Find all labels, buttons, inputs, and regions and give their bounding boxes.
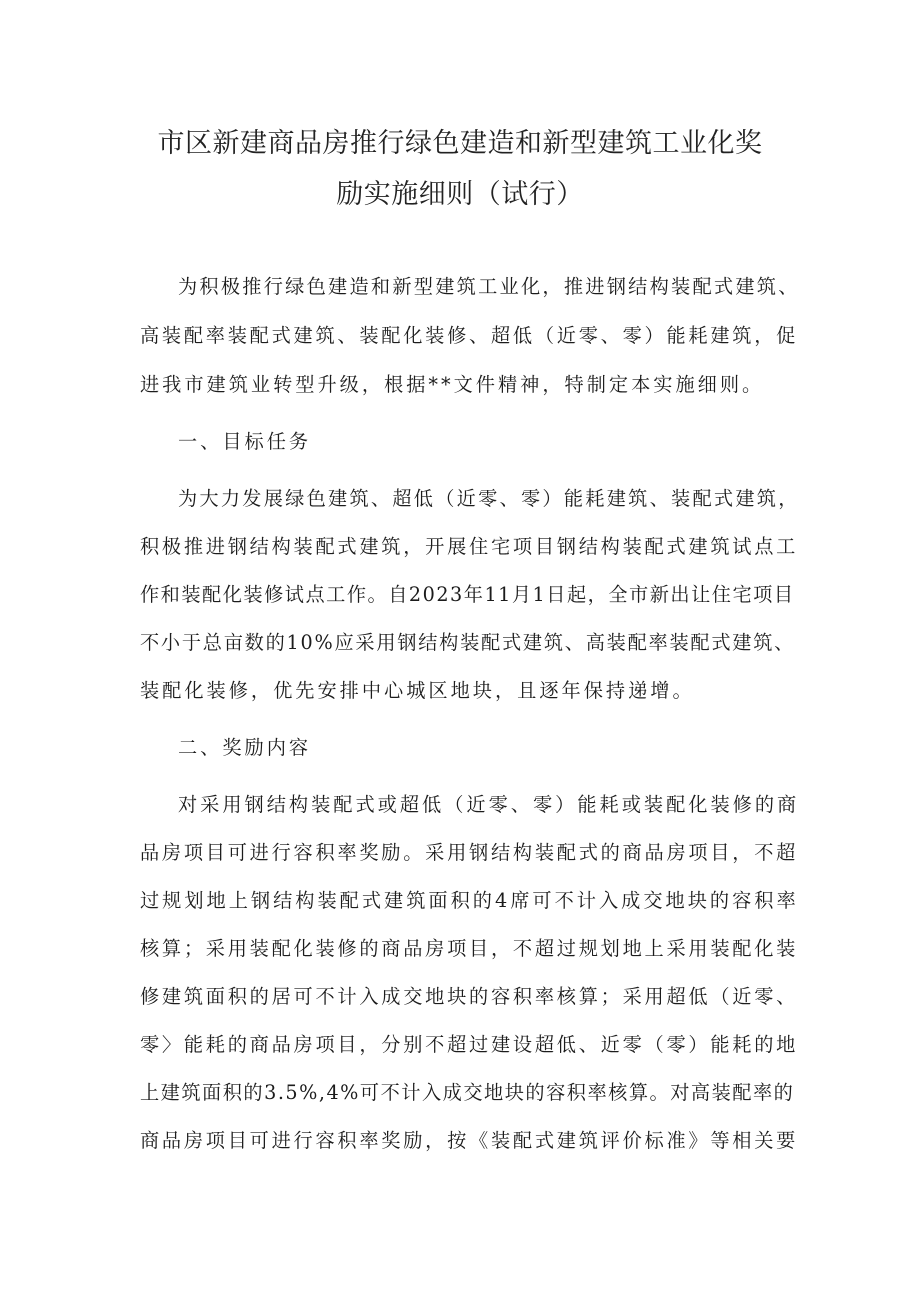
paragraph-line: 不小于总亩数的10%应采用钢结构装配式建筑、高装配率装配式建筑、 [140,631,796,654]
paragraph-line: 装配化装修，优先安排中心城区地块，且逐年保持递增。 [140,679,695,702]
paragraph-line: 为积极推行绿色建造和新型建筑工业化，推进钢结构装配式建筑、 [178,275,800,298]
paragraph-line: 作和装配化装修试点工作。自2023年11月1日起，全市新出让住宅项目 [140,583,795,606]
section-heading-2: 二、奖励内容 [178,736,312,759]
paragraph-line: 高装配率装配式建筑、装配化装修、超低（近零、零）能耗建筑，促 [140,324,799,347]
paragraph-line: 核算；采用装配化装修的商品房项目，不超过规划地上采用装配化装 [140,937,799,960]
paragraph-line: 为大力发展绿色建筑、超低（近零、零）能耗建筑、装配式建筑， [178,487,800,510]
document-title-line-1: 市区新建商品房推行绿色建造和新型建筑工业化奖 [157,128,763,159]
paragraph-line: 对采用钢结构装配式或超低（近零、零）能耗或装配化装修的商 [178,793,800,816]
paragraph-line: 商品房项目可进行容积率奖励，按《装配式建筑评价标准》等相关要 [140,1129,799,1152]
paragraph-line: 修建筑面积的居可不计入成交地块的容积率核算；采用超低（近零、 [140,985,799,1008]
paragraph-line: 上建筑面积的3.5%,4%可不计入成交地块的容积率核算。对高装配率的 [140,1081,795,1104]
paragraph-line: 进我市建筑业转型升级，根据**文件精神，特制定本实施细则。 [140,373,765,396]
paragraph-line: 过规划地上钢结构装配式建筑面积的4席可不计入成交地块的容积率 [140,889,799,912]
paragraph-line: 积极推进钢结构装配式建筑，开展住宅项目钢结构装配式建筑试点工 [140,535,799,558]
document-title-line-2: 励实施细则（试行） [336,179,584,210]
section-heading-1: 一、目标任务 [178,430,312,453]
paragraph-line: 零〉能耗的商品房项目，分别不超过建设超低、近零（零）能耗的地 [140,1033,799,1056]
paragraph-line: 品房项目可进行容积率奖励。采用钢结构装配式的商品房项目，不超 [140,841,799,864]
